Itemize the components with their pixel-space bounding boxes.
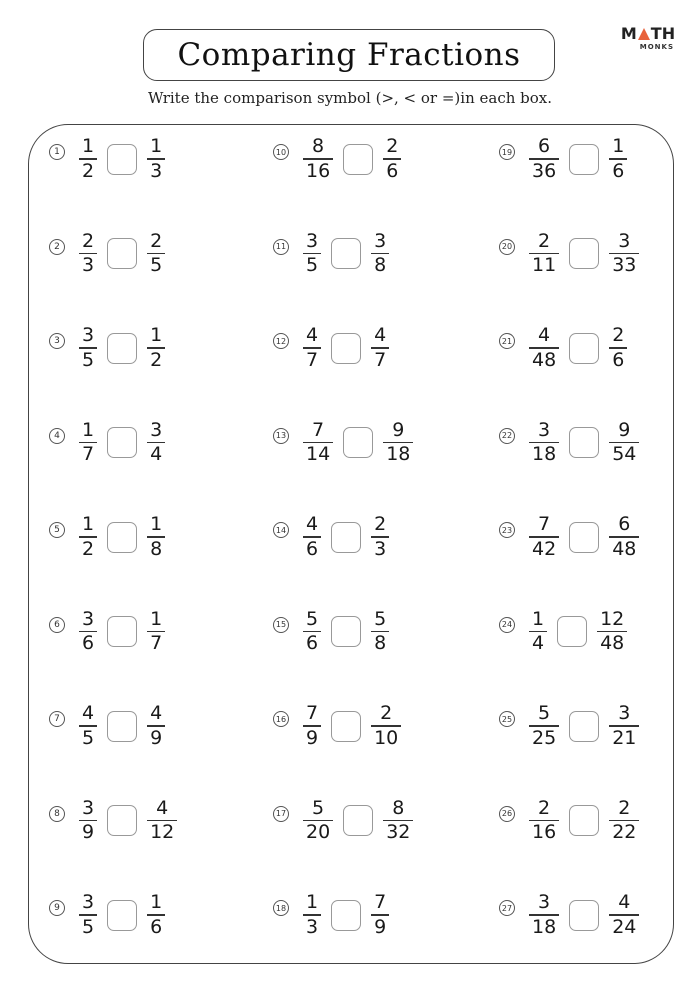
denominator: 9 xyxy=(82,821,95,844)
numerator: 2 xyxy=(386,135,399,158)
denominator: 25 xyxy=(532,726,557,749)
denominator: 8 xyxy=(374,254,387,277)
right-fraction xyxy=(609,136,627,181)
denominator: 2 xyxy=(82,159,95,182)
numerator: 7 xyxy=(312,418,325,441)
numerator: 8 xyxy=(312,135,325,158)
left-fraction xyxy=(303,703,321,748)
problem-number: 21 xyxy=(499,333,515,349)
right-fraction xyxy=(147,703,165,748)
answer-box[interactable] xyxy=(331,333,361,364)
answer-box[interactable] xyxy=(107,522,137,553)
right-fraction xyxy=(371,609,389,654)
denominator: 3 xyxy=(150,159,163,182)
denominator: 7 xyxy=(374,348,387,371)
numerator: 1 xyxy=(150,324,163,347)
denominator: 5 xyxy=(82,348,95,371)
problem-item xyxy=(499,413,639,473)
denominator: 9 xyxy=(374,915,387,938)
numerator: 1 xyxy=(82,513,95,536)
denominator: 48 xyxy=(612,537,637,560)
logo-subtitle: MONKS xyxy=(639,43,674,51)
page-title: Comparing Fractions xyxy=(177,37,521,73)
answer-box[interactable] xyxy=(331,238,361,269)
problem-number: 12 xyxy=(273,333,289,349)
answer-box[interactable] xyxy=(569,238,599,269)
denominator: 54 xyxy=(612,443,637,466)
answer-box[interactable] xyxy=(569,333,599,364)
problem-number: 19 xyxy=(499,144,515,160)
problem-item xyxy=(49,696,165,756)
problem-item xyxy=(499,885,639,945)
problem-number: 1 xyxy=(49,144,65,160)
numerator: 2 xyxy=(374,513,387,536)
left-fraction xyxy=(303,325,321,370)
answer-box[interactable] xyxy=(569,711,599,742)
right-fraction xyxy=(371,514,389,559)
numerator: 1 xyxy=(150,135,163,158)
denominator: 42 xyxy=(532,537,557,560)
problem-number: 14 xyxy=(273,522,289,538)
left-fraction xyxy=(79,420,97,465)
problem-item xyxy=(273,791,413,851)
problem-item xyxy=(49,507,165,567)
answer-box[interactable] xyxy=(107,616,137,647)
left-fraction xyxy=(303,798,333,843)
denominator: 18 xyxy=(532,443,557,466)
problem-number: 22 xyxy=(499,428,515,444)
left-fraction xyxy=(303,892,321,937)
denominator: 24 xyxy=(612,915,637,938)
denominator: 48 xyxy=(532,348,557,371)
numerator: 4 xyxy=(306,513,319,536)
numerator: 4 xyxy=(150,702,163,725)
problem-number: 4 xyxy=(49,428,65,444)
numerator: 2 xyxy=(618,796,631,819)
answer-box[interactable] xyxy=(107,144,137,175)
right-fraction xyxy=(383,420,413,465)
left-fraction xyxy=(79,798,97,843)
right-fraction xyxy=(147,136,165,181)
denominator: 7 xyxy=(306,348,319,371)
problem-number: 23 xyxy=(499,522,515,538)
instructions: Write the comparison symbol (>, < or =)in each box. xyxy=(147,89,553,107)
problem-number: 8 xyxy=(49,806,65,822)
problem-number: 7 xyxy=(49,711,65,727)
denominator: 12 xyxy=(150,821,175,844)
numerator: 7 xyxy=(538,513,551,536)
denominator: 5 xyxy=(306,254,319,277)
left-fraction xyxy=(79,609,97,654)
numerator: 2 xyxy=(380,702,393,725)
numerator: 1 xyxy=(532,607,545,630)
problem-number: 16 xyxy=(273,711,289,727)
numerator: 4 xyxy=(374,324,387,347)
answer-box[interactable] xyxy=(569,144,599,175)
problem-item xyxy=(49,224,165,284)
denominator: 4 xyxy=(150,443,163,466)
numerator: 5 xyxy=(374,607,387,630)
denominator: 33 xyxy=(612,254,637,277)
problem-item xyxy=(273,318,389,378)
denominator: 2 xyxy=(82,537,95,560)
answer-box[interactable] xyxy=(107,333,137,364)
problem-item xyxy=(499,696,639,756)
answer-box[interactable] xyxy=(107,427,137,458)
problem-number: 17 xyxy=(273,806,289,822)
right-fraction xyxy=(597,609,627,654)
problem-item xyxy=(49,129,165,189)
answer-box[interactable] xyxy=(331,616,361,647)
problem-item xyxy=(499,602,627,662)
denominator: 5 xyxy=(150,254,163,277)
denominator: 6 xyxy=(150,915,163,938)
numerator: 5 xyxy=(312,796,325,819)
right-fraction xyxy=(147,609,165,654)
answer-box[interactable] xyxy=(569,427,599,458)
numerator: 2 xyxy=(82,229,95,252)
problem-number: 26 xyxy=(499,806,515,822)
denominator: 32 xyxy=(386,821,411,844)
numerator: 1 xyxy=(150,891,163,914)
numerator: 2 xyxy=(150,229,163,252)
numerator: 1 xyxy=(82,418,95,441)
numerator: 3 xyxy=(82,891,95,914)
left-fraction xyxy=(303,136,333,181)
right-fraction xyxy=(609,325,627,370)
denominator: 5 xyxy=(82,726,95,749)
problem-number: 25 xyxy=(499,711,515,727)
numerator: 5 xyxy=(538,702,551,725)
left-fraction xyxy=(79,703,97,748)
problem-item xyxy=(273,507,389,567)
left-fraction xyxy=(79,892,97,937)
left-fraction xyxy=(303,420,333,465)
problem-item xyxy=(49,602,165,662)
right-fraction xyxy=(371,231,389,276)
right-fraction xyxy=(147,325,165,370)
answer-box[interactable] xyxy=(343,144,373,175)
denominator: 6 xyxy=(612,348,625,371)
numerator: 7 xyxy=(306,702,319,725)
denominator: 6 xyxy=(612,159,625,182)
denominator: 6 xyxy=(306,632,319,655)
numerator: 1 xyxy=(150,607,163,630)
denominator: 18 xyxy=(532,915,557,938)
problem-item xyxy=(49,885,165,945)
left-fraction xyxy=(79,231,97,276)
right-fraction xyxy=(147,514,165,559)
problem-item xyxy=(49,413,165,473)
right-fraction xyxy=(609,514,639,559)
left-fraction xyxy=(303,514,321,559)
numerator: 3 xyxy=(82,607,95,630)
left-fraction xyxy=(529,798,559,843)
left-fraction xyxy=(529,609,547,654)
problem-number: 6 xyxy=(49,617,65,633)
problem-number: 2 xyxy=(49,239,65,255)
right-fraction xyxy=(147,798,177,843)
answer-box[interactable] xyxy=(557,616,587,647)
triangle-a-icon xyxy=(638,28,650,40)
right-fraction xyxy=(371,325,389,370)
denominator: 2 xyxy=(150,348,163,371)
denominator: 10 xyxy=(374,726,399,749)
logo-letter-m: M xyxy=(620,24,637,43)
numerator: 6 xyxy=(618,513,631,536)
problem-item xyxy=(273,413,413,473)
denominator: 36 xyxy=(532,159,557,182)
denominator: 22 xyxy=(612,821,637,844)
problem-item xyxy=(273,129,401,189)
problem-item xyxy=(499,224,639,284)
numerator: 1 xyxy=(82,135,95,158)
numerator: 4 xyxy=(538,324,551,347)
problem-item xyxy=(49,791,177,851)
denominator: 3 xyxy=(82,254,95,277)
problem-number: 24 xyxy=(499,617,515,633)
answer-box[interactable] xyxy=(331,522,361,553)
numerator: 3 xyxy=(538,891,551,914)
denominator: 6 xyxy=(306,537,319,560)
left-fraction xyxy=(529,136,559,181)
problem-number: 13 xyxy=(273,428,289,444)
right-fraction xyxy=(609,703,639,748)
denominator: 11 xyxy=(532,254,557,277)
worksheet-frame xyxy=(28,124,674,964)
denominator: 8 xyxy=(374,632,387,655)
right-fraction xyxy=(609,420,639,465)
numerator: 3 xyxy=(538,418,551,441)
right-fraction xyxy=(371,703,401,748)
answer-box[interactable] xyxy=(343,805,373,836)
denominator: 4 xyxy=(532,632,545,655)
answer-box[interactable] xyxy=(569,805,599,836)
numerator: 6 xyxy=(538,135,551,158)
problem-number: 5 xyxy=(49,522,65,538)
denominator: 8 xyxy=(150,537,163,560)
denominator: 7 xyxy=(150,632,163,655)
numerator: 1 xyxy=(150,513,163,536)
numerator: 12 xyxy=(600,607,625,630)
numerator: 3 xyxy=(82,324,95,347)
right-fraction xyxy=(609,892,639,937)
problem-number: 20 xyxy=(499,239,515,255)
numerator: 3 xyxy=(374,229,387,252)
title-box xyxy=(143,29,555,81)
problem-item xyxy=(499,129,627,189)
left-fraction xyxy=(529,231,559,276)
left-fraction xyxy=(79,514,97,559)
denominator: 16 xyxy=(532,821,557,844)
problem-item xyxy=(273,696,401,756)
right-fraction xyxy=(147,420,165,465)
problem-item xyxy=(273,602,389,662)
right-fraction xyxy=(383,798,413,843)
denominator: 21 xyxy=(612,726,637,749)
numerator: 4 xyxy=(156,796,169,819)
numerator: 2 xyxy=(538,229,551,252)
numerator: 3 xyxy=(82,796,95,819)
denominator: 14 xyxy=(306,443,331,466)
left-fraction xyxy=(529,703,559,748)
logo-wordmark xyxy=(618,26,678,42)
denominator: 16 xyxy=(306,159,331,182)
numerator: 9 xyxy=(392,418,405,441)
denominator: 3 xyxy=(306,915,319,938)
answer-box[interactable] xyxy=(569,900,599,931)
answer-box[interactable] xyxy=(107,805,137,836)
numerator: 3 xyxy=(618,229,631,252)
denominator: 20 xyxy=(306,821,331,844)
answer-box[interactable] xyxy=(331,900,361,931)
denominator: 3 xyxy=(374,537,387,560)
left-fraction xyxy=(529,325,559,370)
denominator: 7 xyxy=(82,443,95,466)
denominator: 6 xyxy=(386,159,399,182)
denominator: 9 xyxy=(150,726,163,749)
problem-number: 11 xyxy=(273,239,289,255)
left-fraction xyxy=(303,609,321,654)
denominator: 5 xyxy=(82,915,95,938)
answer-box[interactable] xyxy=(569,522,599,553)
denominator: 9 xyxy=(306,726,319,749)
denominator: 18 xyxy=(386,443,411,466)
answer-box[interactable] xyxy=(107,900,137,931)
denominator: 48 xyxy=(600,632,625,655)
problem-number: 10 xyxy=(273,144,289,160)
right-fraction xyxy=(609,798,639,843)
problem-number: 27 xyxy=(499,900,515,916)
numerator: 3 xyxy=(150,418,163,441)
left-fraction xyxy=(79,325,97,370)
answer-box[interactable] xyxy=(343,427,373,458)
numerator: 3 xyxy=(618,702,631,725)
numerator: 3 xyxy=(306,229,319,252)
answer-box[interactable] xyxy=(107,238,137,269)
numerator: 1 xyxy=(612,135,625,158)
left-fraction xyxy=(303,231,321,276)
left-fraction xyxy=(529,514,559,559)
problem-item xyxy=(499,318,627,378)
numerator: 1 xyxy=(306,891,319,914)
numerator: 2 xyxy=(612,324,625,347)
problem-item xyxy=(499,507,639,567)
right-fraction xyxy=(371,892,389,937)
right-fraction xyxy=(383,136,401,181)
math-monks-logo xyxy=(618,26,678,51)
right-fraction xyxy=(609,231,639,276)
denominator: 6 xyxy=(82,632,95,655)
problem-number: 18 xyxy=(273,900,289,916)
left-fraction xyxy=(79,136,97,181)
problem-number: 9 xyxy=(49,900,65,916)
numerator: 4 xyxy=(82,702,95,725)
numerator: 2 xyxy=(538,796,551,819)
left-fraction xyxy=(529,420,559,465)
numerator: 8 xyxy=(392,796,405,819)
numerator: 7 xyxy=(374,891,387,914)
left-fraction xyxy=(529,892,559,937)
problem-item xyxy=(499,791,639,851)
problem-item xyxy=(273,224,389,284)
numerator: 9 xyxy=(618,418,631,441)
right-fraction xyxy=(147,892,165,937)
problem-item xyxy=(49,318,165,378)
numerator: 5 xyxy=(306,607,319,630)
numerator: 4 xyxy=(306,324,319,347)
right-fraction xyxy=(147,231,165,276)
problem-number: 15 xyxy=(273,617,289,633)
numerator: 4 xyxy=(618,891,631,914)
answer-box[interactable] xyxy=(107,711,137,742)
logo-letters-th: TH xyxy=(650,24,676,43)
answer-box[interactable] xyxy=(331,711,361,742)
problem-item xyxy=(273,885,389,945)
problem-number: 3 xyxy=(49,333,65,349)
